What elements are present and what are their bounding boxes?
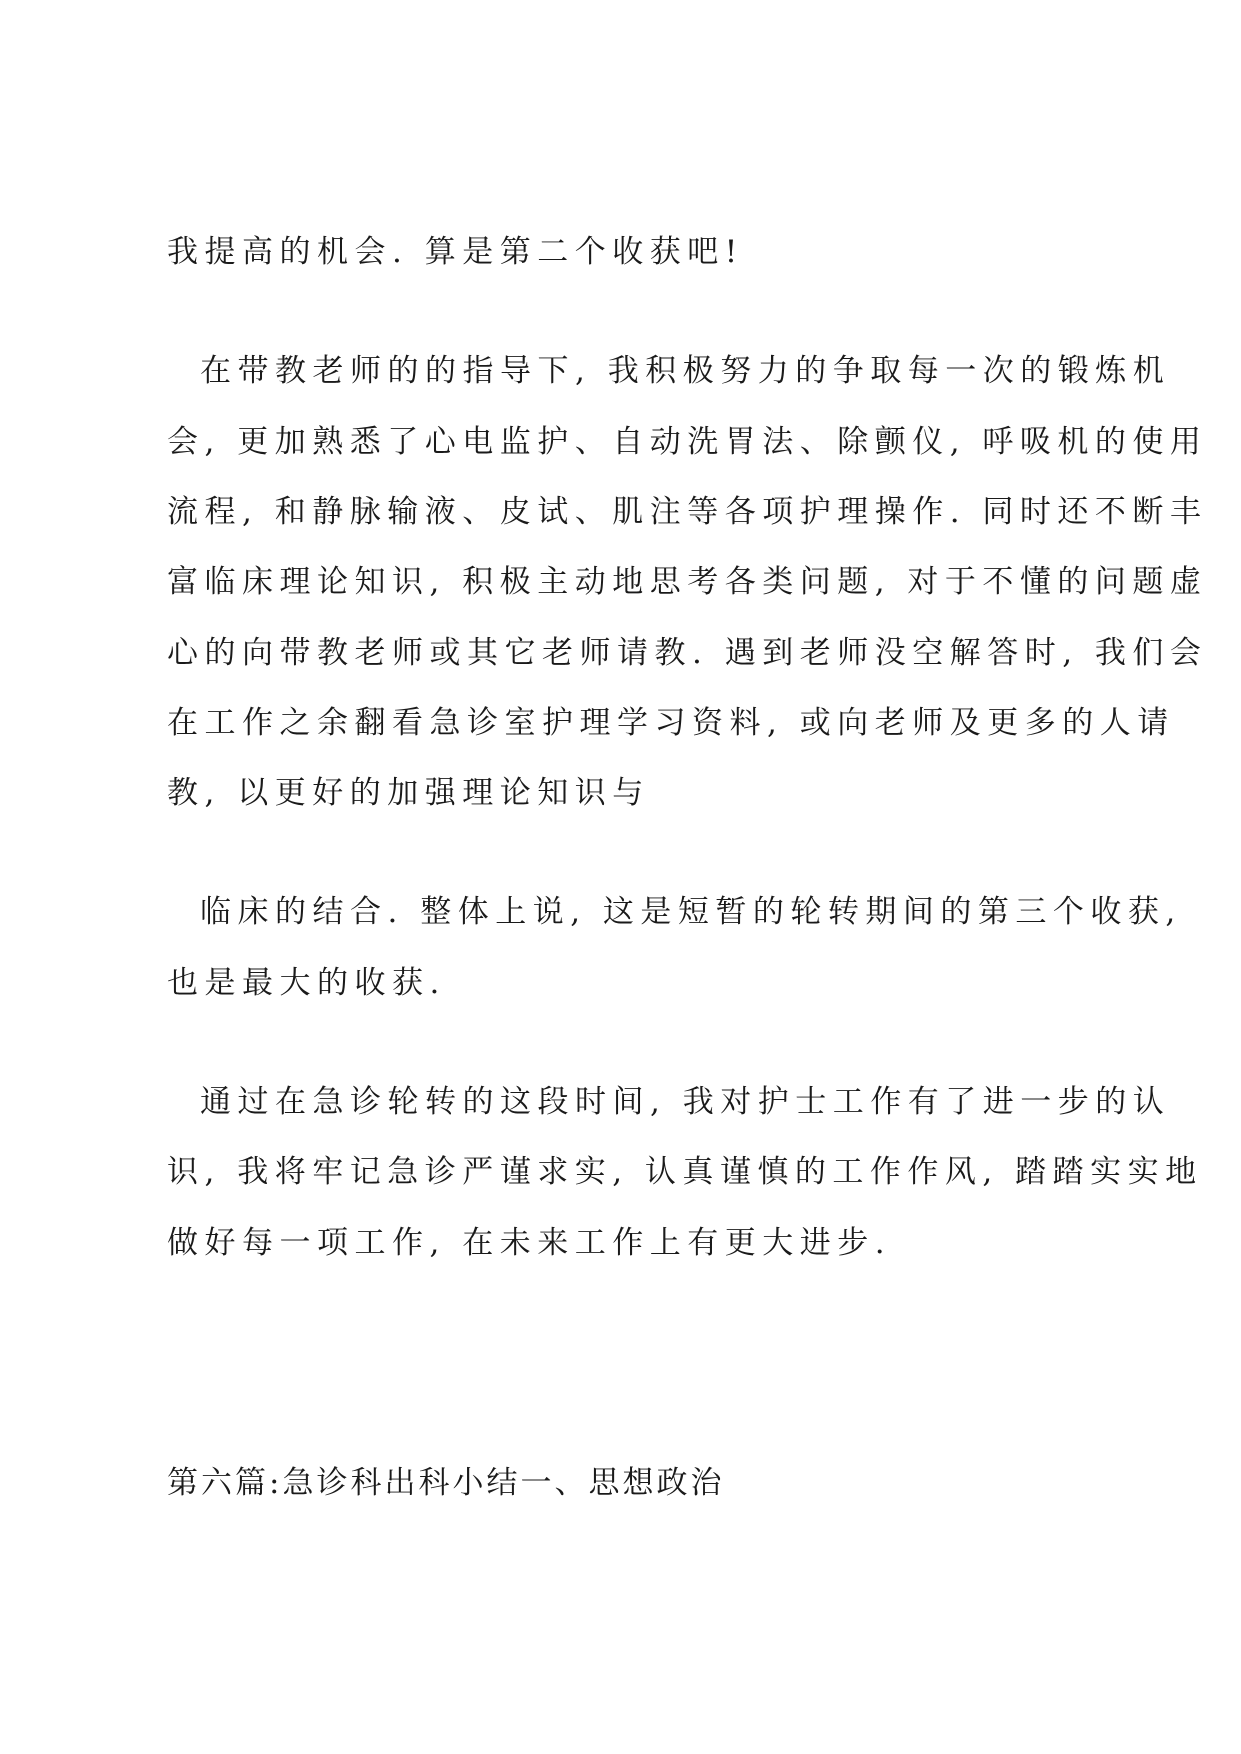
paragraph-4-line-3: 做好每一项工作, 在未来工作上有更大进步. (167, 1225, 892, 1261)
section-heading: 第六篇:急诊科出科小结一、思想政治 (167, 1465, 725, 1501)
paragraph-2-line-6: 在工作之余翻看急诊室护理学习资料, 或向老师及更多的人请 (167, 705, 1175, 741)
paragraph-2-line-4: 富临床理论知识, 积极主动地思考各类问题, 对于不懂的问题虚 (167, 564, 1208, 600)
paragraph-4-line-2: 识, 我将牢记急诊严谨求实, 认真谨慎的工作作风, 踏踏实实地 (167, 1154, 1203, 1190)
paragraph-2-line-2: 会, 更加熟悉了心电监护、自动洗胃法、除颤仪, 呼吸机的使用 (167, 424, 1208, 460)
paragraph-3-line-1: 临床的结合. 整体上说, 这是短暂的轮转期间的第三个收获, (200, 894, 1182, 930)
paragraph-2-line-5: 心的向带教老师或其它老师请教. 遇到老师没空解答时, 我们会 (167, 635, 1208, 671)
paragraph-2-line-1: 在带教老师的的指导下, 我积极努力的争取每一次的锻炼机 (200, 353, 1171, 389)
paragraph-2-line-3: 流程, 和静脉输液、皮试、肌注等各项护理操作. 同时还不断丰 (167, 494, 1208, 530)
paragraph-1-line-1: 我提高的机会. 算是第二个收获吧! (167, 234, 744, 270)
paragraph-3-line-2: 也是最大的收获. (167, 965, 446, 1001)
paragraph-2-line-7: 教, 以更好的加强理论知识与 (167, 775, 650, 811)
paragraph-4-line-1: 通过在急诊轮转的这段时间, 我对护士工作有了进一步的认 (200, 1084, 1171, 1120)
